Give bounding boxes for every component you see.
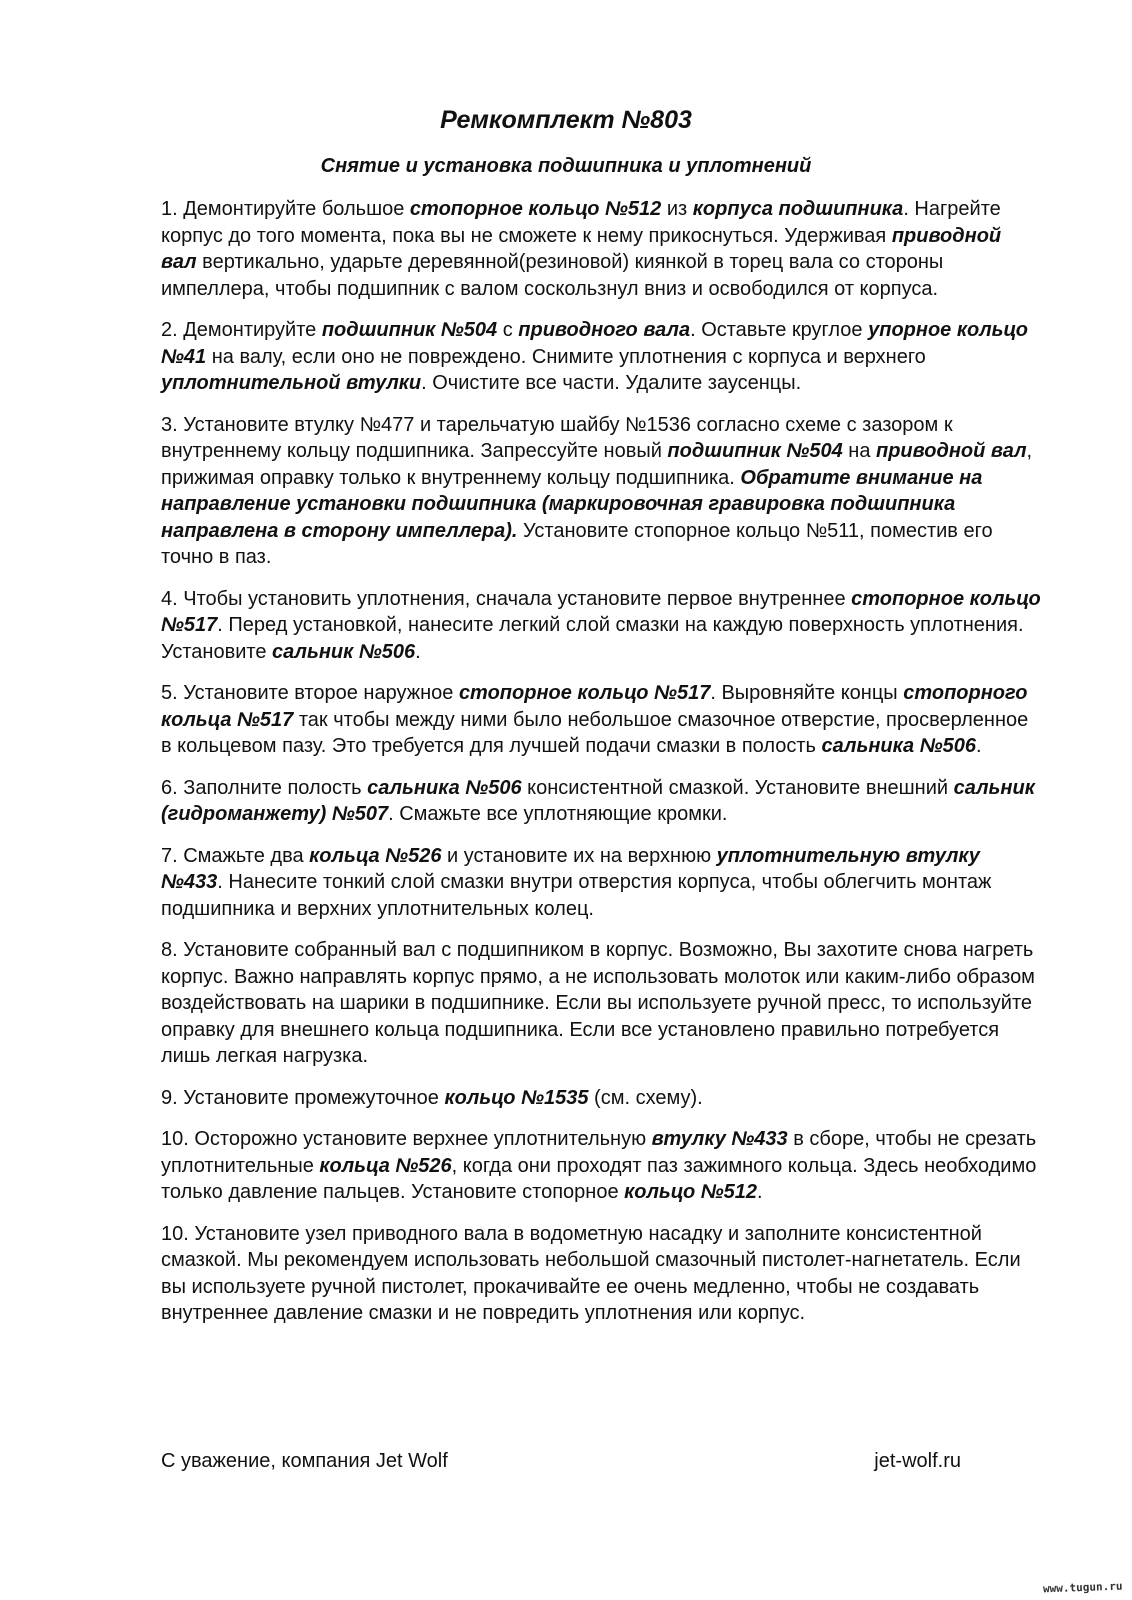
text-run: 9. Установите промежуточное	[161, 1086, 445, 1109]
text-run: .	[975, 735, 982, 757]
instruction-step	[161, 317, 1041, 397]
text-run: из	[661, 198, 693, 220]
document-subtitle: Снятие и установка подшипника и уплотнений	[320, 155, 812, 177]
text-run: 4. Чтобы установить уплотнения, сначала установите первое внутреннее	[161, 587, 852, 610]
emphasis-text: приводной вал	[876, 440, 1027, 462]
text-run: 5. Установите второе наружное	[161, 682, 459, 704]
instruction-step	[161, 843, 1041, 923]
footer	[161, 1450, 961, 1473]
emphasis-text: кольца №526	[319, 1154, 452, 1177]
text-run: на	[842, 440, 876, 462]
emphasis-text: подшипник №504	[321, 319, 498, 341]
emphasis-text: стопорного кольца №517	[161, 682, 1028, 731]
emphasis-text: уплотнительную втулку №433	[161, 844, 980, 893]
instruction-step	[161, 937, 1041, 1070]
text-run: . Нагрейте корпус до того момента, пока вы не сможете к нему прикоснуться. Удерживая	[161, 198, 1001, 247]
emphasis-text: стопорное кольцо №512	[409, 198, 662, 220]
text-run: . Перед установкой, нанесите легкий слой смазки на каждую поверхность уплотнения. Установите	[161, 614, 1024, 663]
text-run: вертикально, ударьте деревянной(резиновой) киянкой в торец вала со стороны импеллера, чтобы подшипник с валом соскользнул вниз и освободился от корпуса.	[161, 251, 944, 300]
emphasis-text: кольцо №1535	[444, 1086, 589, 1109]
text-run: (см. схему).	[588, 1086, 703, 1109]
text-run: 10. Установите узел приводного вала в водометную насадку и заполните консистентной смазкой. Мы рекомендуем использовать небольшой смазочный пистолет-нагнетатель. Если вы используете ручной пистолет, прокачивайте ее очень медленно, чтобы не создавать внутреннее давление смазки и не повредить уплотнения или корпус.	[161, 1222, 1021, 1324]
text-run: и установите их на верхнюю	[441, 844, 717, 867]
text-run: .	[415, 640, 421, 663]
text-run: 8. Установите собранный вал с подшипником в корпус. Возможно, Вы захотите снова нагреть корпус. Важно направлять корпус прямо, а не использовать молоток или каким-либо образом воздействовать на шарики в подшипнике. Если вы используете ручной пресс, то используйте оправку для внешнего кольца подшипника. Если все установлено правильно потребуется лишь легкая нагрузка.	[161, 939, 1035, 1067]
emphasis-text: подшипник №504	[667, 440, 843, 462]
text-run: 6. Заполните полость	[161, 776, 368, 799]
emphasis-text: уплотнительной втулки	[161, 372, 422, 394]
emphasis-text: сальника №506	[367, 776, 522, 799]
text-run: 10. Осторожно установите верхнее уплотнительную	[161, 1128, 652, 1150]
emphasis-text: корпуса подшипника	[692, 198, 904, 220]
emphasis-text: приводной вал	[161, 224, 1002, 273]
instruction-step	[161, 586, 1041, 666]
text-run: Установите стопорное кольцо №511, поместив его точно в паз.	[161, 519, 993, 568]
signature: С уважение, компания Jet Wolf	[161, 1450, 448, 1472]
text-run: , когда они проходят паз зажимного кольца. Здесь необходимо только давление пальцев. Установите стопорное	[161, 1154, 1037, 1203]
text-run: , прижимая оправку только к внутреннему кольцу подшипника.	[161, 440, 1033, 489]
text-run: . Оставьте круглое	[690, 319, 869, 341]
emphasis-text: стопорное кольцо №517	[161, 587, 1041, 636]
instruction-step	[161, 775, 1041, 828]
emphasis-text: втулку №433	[651, 1128, 788, 1150]
instruction-step	[161, 1221, 1041, 1327]
watermark: www.tugun.ru	[1042, 1579, 1123, 1596]
text-run: на валу, если оно не повреждено. Снимите уплотнения с корпуса и верхнего	[206, 345, 926, 368]
emphasis-text: кольца №526	[309, 844, 442, 867]
text-run: так чтобы между ними было небольшое смазочное отверстие, просверленное в кольцевом пазу. Это требуется для лучшей подачи смазки в полость	[161, 708, 1029, 757]
instruction-step	[161, 196, 1041, 302]
text-run: . Выровняйте концы	[710, 682, 904, 704]
text-run: с	[497, 319, 519, 341]
emphasis-text: кольцо №512	[624, 1181, 758, 1203]
text-run: . Очистите все части. Удалите заусенцы.	[421, 372, 802, 394]
instruction-step	[161, 1085, 1041, 1112]
instruction-step	[161, 1126, 1041, 1206]
instruction-step	[161, 680, 1041, 760]
emphasis-text: упорное кольцо №41	[161, 319, 1028, 368]
text-run: . Нанесите тонкий слой смазки внутри отверстия корпуса, чтобы облегчить монтаж подшипника и верхних уплотнительных колец.	[161, 871, 992, 920]
emphasis-text: стопорное кольцо №517	[458, 682, 711, 704]
text-run: 3. Установите втулку №477 и тарельчатую шайбу №1536 согласно схеме с зазором к внутреннему кольцу подшипника. Запрессуйте новый	[161, 413, 953, 462]
emphasis-text: сальника №506	[821, 735, 976, 757]
document-title: Ремкомплект №803	[440, 106, 692, 134]
text-run: . Смажьте все уплотняющие кромки.	[388, 803, 728, 825]
text-run: .	[757, 1181, 763, 1203]
instruction-step	[161, 412, 1041, 571]
text-run: 1. Демонтируйте большое	[161, 198, 410, 220]
emphasis-text: Обратите внимание на направление установки подшипника (маркировочная гравировка подшипника направлена в сторону импеллера).	[161, 466, 983, 542]
text-run: 7. Смажьте два	[161, 844, 310, 867]
text-run: 2. Демонтируйте	[161, 319, 322, 341]
emphasis-text: сальник (гидроманжету) №507	[161, 776, 1035, 825]
text-run: в сборе, чтобы не срезать уплотнительные	[161, 1128, 1037, 1177]
emphasis-text: приводного вала	[518, 319, 691, 341]
website-link[interactable]: jet-wolf.ru	[874, 1450, 961, 1472]
instructions-body	[161, 196, 1041, 1342]
text-run: консистентной смазкой. Установите внешний	[521, 776, 954, 799]
emphasis-text: сальник №506	[272, 640, 416, 663]
